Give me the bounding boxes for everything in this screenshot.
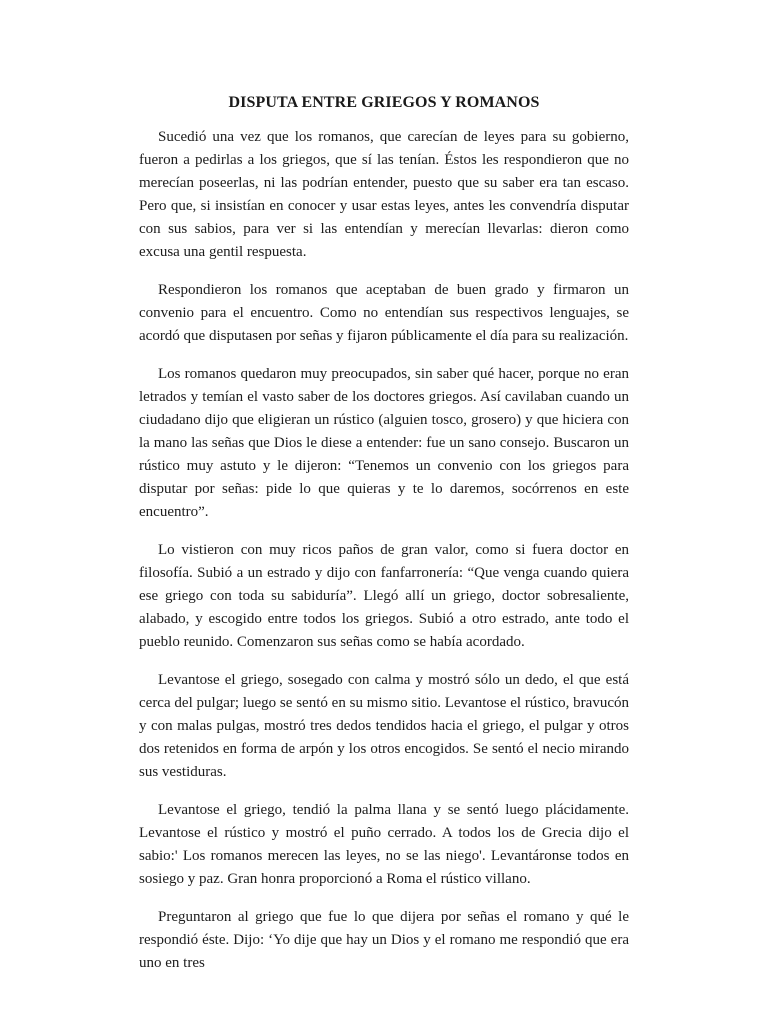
paragraph-6: Levantose el griego, tendió la palma llana y se sentó luego plácidamente. Levantose el rústico y mostró el puño cerrado. A todos los de Grecia dijo el sabio:' Los romanos merecen las leyes, no se las niego'. Levantáronse todos en sosiego y paz. Gran honra proporcionó a Roma el rústico villano. <box>139 802 629 887</box>
document-body <box>139 126 629 975</box>
paragraph-4: Lo vistieron con muy ricos paños de gran valor, como si fuera doctor en filosofía. Subió a un estrado y dijo con fanfarronería: “Que venga cuando quiera ese griego con toda su sabiduría”. Llegó allí un griego, doctor sobresaliente, alabado, y escogido entre todos los griegos. Subió a otro estrado, ante todo el pueblo reunido. Comenzaron sus señas como se había acordado. <box>139 542 629 650</box>
document-title: DISPUTA ENTRE GRIEGOS Y ROMANOS <box>228 94 540 111</box>
paragraph-7: Preguntaron al griego que fue lo que dijera por señas el romano y qué le respondió éste. Dijo: ‘Yo dije que hay un Dios y el romano me respondió que era uno en tres <box>139 909 629 971</box>
paragraph-5: Levantose el griego, sosegado con calma y mostró sólo un dedo, el que está cerca del pulgar; luego se sentó en su mismo sitio. Levantose el rústico, bravucón y con malas pulgas, mostró tres dedos tendidos hacia el griego, el pulgar y otros dos retenidos en forma de arpón y los otros encogidos. Se sentó el necio mirando sus vestiduras. <box>139 672 629 780</box>
paragraph-2: Respondieron los romanos que aceptaban de buen grado y firmaron un convenio para el encuentro. Como no entendían sus respectivos lenguajes, se acordó que disputasen por señas y fijaron públicamente el día para su realización. <box>139 282 629 344</box>
paragraph-3: Los romanos quedaron muy preocupados, sin saber qué hacer, porque no eran letrados y temían el vasto saber de los doctores griegos. Así cavilaban cuando un ciudadano dijo que eligieran un rústico (alguien tosco, grosero) y que hiciera con la mano las señas que Dios le diese a entender: fue un sano consejo. Buscaron un rústico muy astuto y le dijeron: “Tenemos un convenio con los griegos para disputar por señas: pide lo que quieras y te lo daremos, socórrenos en este encuentro”. <box>139 366 629 520</box>
paragraph-1: Sucedió una vez que los romanos, que carecían de leyes para su gobierno, fueron a pedirlas a los griegos, que sí las tenían. Éstos les respondieron que no merecían poseerlas, ni las podrían entender, puesto que su saber era tan escaso. Pero que, si insistían en conocer y usar estas leyes, antes les convendría disputar con sus sabios, para ver si las entendían y merecían llevarlas: dieron como excusa una gentil respuesta. <box>139 129 629 260</box>
